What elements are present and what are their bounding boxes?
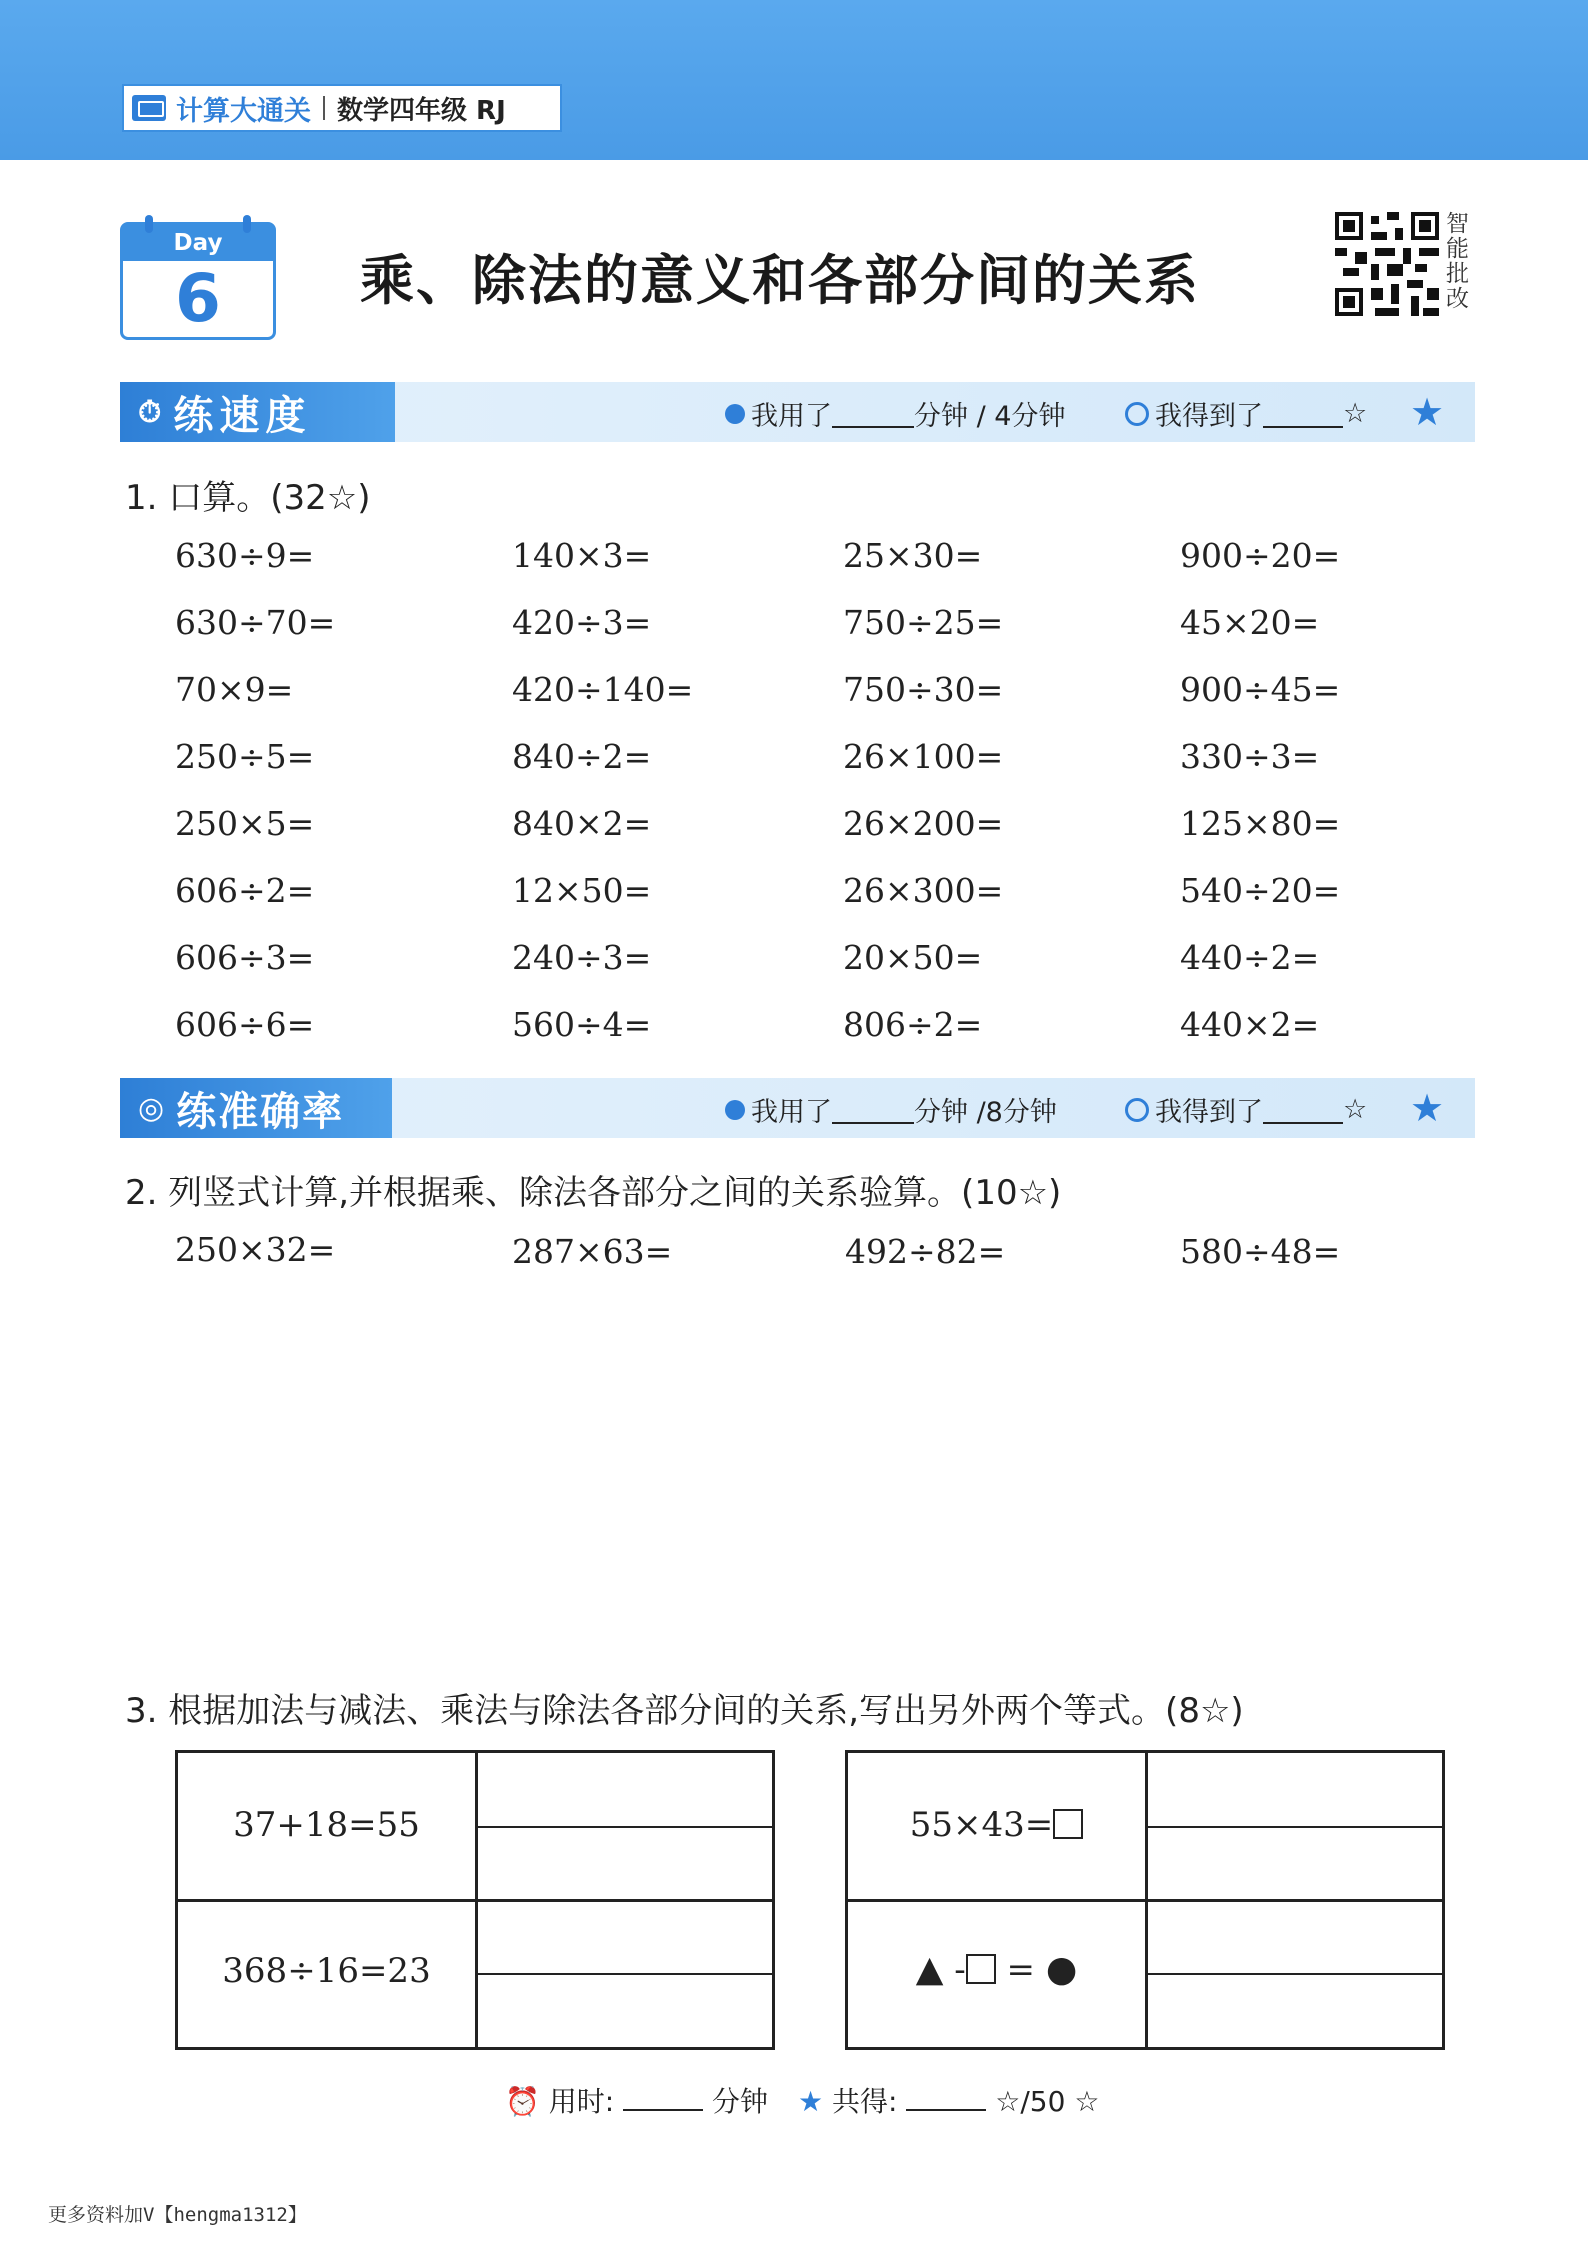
- check-icon: [1125, 402, 1149, 426]
- bottom-note: 更多资料加V【hengma1312】: [48, 2204, 307, 2226]
- oral-calc-item: 26×100=: [843, 737, 1004, 776]
- time-blank[interactable]: [623, 2083, 703, 2111]
- score-blank[interactable]: [1263, 1096, 1343, 1124]
- score-label: 我得到了: [1155, 401, 1263, 432]
- oral-calc-item: 606÷3=: [175, 938, 315, 977]
- vertical-calc-item: 492÷82=: [845, 1232, 1006, 1271]
- series-subtitle: 数学四年级 RJ: [337, 95, 506, 126]
- score-field: [1125, 394, 1367, 433]
- given-equation: [848, 1805, 1145, 1845]
- time-used-field: [725, 394, 1065, 433]
- banner-title: 练准确率: [176, 1088, 345, 1135]
- oral-calc-item: 250×5=: [175, 804, 315, 843]
- oral-calc-item: 840÷2=: [512, 737, 652, 776]
- oral-calc-item: 420÷140=: [512, 670, 694, 709]
- check-icon: [1125, 1098, 1149, 1122]
- oral-calc-item: 440×2=: [1180, 1005, 1320, 1044]
- oral-calc-item: 806÷2=: [843, 1005, 983, 1044]
- star-unit: ☆: [1343, 1094, 1368, 1125]
- oral-calc-item: 26×300=: [843, 871, 1004, 910]
- square-icon: [966, 1954, 996, 1984]
- time-used-label: 我用了: [751, 401, 832, 432]
- score-unit: ☆/50 ☆: [995, 2085, 1100, 2118]
- target-icon: ◎: [138, 1090, 165, 1126]
- score-field: [1125, 1090, 1367, 1129]
- oral-calc-item: 630÷9=: [175, 536, 315, 575]
- score-label: 我得到了: [1155, 1097, 1263, 1128]
- series-title: 计算大通关: [176, 95, 311, 127]
- given-equation: 368÷16=23: [222, 1951, 431, 1991]
- qr-label: 智能批改: [1446, 211, 1469, 312]
- star-unit: ☆: [1343, 398, 1368, 429]
- series-label: [122, 84, 562, 132]
- banner-title-block: [120, 382, 395, 442]
- oral-calc-item: 750÷25=: [843, 603, 1004, 642]
- oral-calc-item: 125×80=: [1180, 804, 1341, 843]
- vertical-calc-item: 250×32=: [175, 1230, 336, 1269]
- time-used-field: [725, 1090, 1057, 1129]
- question-1: 1. 口算。(32☆): [125, 478, 371, 518]
- calendar-ring-icon: [145, 215, 153, 233]
- vertical-calc-item: 580÷48=: [1180, 1232, 1341, 1271]
- star-icon: ★: [798, 2085, 824, 2118]
- oral-calc-item: 25×30=: [843, 536, 983, 575]
- clock-icon: ⏰: [505, 2085, 540, 2118]
- book-icon: [132, 95, 166, 121]
- oral-calc-item: 750÷30=: [843, 670, 1004, 709]
- triangle-icon: ▲: [915, 1949, 944, 1990]
- footer-time: [505, 2080, 768, 2120]
- oral-calc-item: 26×200=: [843, 804, 1004, 843]
- oral-calc-item: 540÷20=: [1180, 871, 1341, 910]
- given-equation: 37+18=55: [233, 1805, 420, 1845]
- banner-title-block: [120, 1078, 392, 1138]
- footer-score: [798, 2080, 1099, 2120]
- answer-blank[interactable]: [1148, 1975, 1442, 2047]
- section-banner-speed: [120, 382, 1475, 442]
- equation-table-right: [845, 1750, 1445, 2050]
- star-decoration-icon: ★: [1410, 390, 1445, 434]
- circle-icon: ●: [1045, 1949, 1078, 1990]
- banner-title: 练速度: [173, 392, 312, 439]
- time-used-label: 我用了: [751, 1097, 832, 1128]
- section-banner-accuracy: [120, 1078, 1475, 1138]
- answer-blank[interactable]: [478, 1753, 772, 1826]
- divider: [323, 96, 325, 120]
- time-used-blank[interactable]: [832, 1096, 914, 1124]
- oral-calc-item: 606÷6=: [175, 1005, 315, 1044]
- oral-calc-item: 420÷3=: [512, 603, 652, 642]
- equals-sign: =: [1006, 1950, 1036, 1990]
- answer-blank[interactable]: [1148, 1828, 1442, 1899]
- vertical-calc-item: 287×63=: [512, 1232, 673, 1271]
- day-number: 6: [175, 260, 221, 337]
- time-label: 用时:: [548, 2085, 615, 2118]
- time-used-suffix: 分钟 / 4分钟: [914, 401, 1066, 432]
- answer-blank[interactable]: [1148, 1902, 1442, 1973]
- equation-table-left: [175, 1750, 775, 2050]
- score-blank[interactable]: [906, 2083, 986, 2111]
- star-decoration-icon: ★: [1410, 1086, 1445, 1130]
- top-header-band: [0, 0, 1588, 160]
- qr-code-icon[interactable]: [1335, 212, 1439, 316]
- oral-calc-item: 630÷70=: [175, 603, 336, 642]
- oral-calc-item: 240÷3=: [512, 938, 652, 977]
- stopwatch-icon: ⏱: [138, 394, 162, 430]
- oral-calc-item: 560÷4=: [512, 1005, 652, 1044]
- score-label: 共得:: [832, 2085, 898, 2118]
- calendar-ring-icon: [243, 215, 251, 233]
- oral-calc-item: 140×3=: [512, 536, 652, 575]
- oral-calc-item: 900÷45=: [1180, 670, 1341, 709]
- answer-blank[interactable]: [1148, 1753, 1442, 1826]
- oral-calc-item: 330÷3=: [1180, 737, 1320, 776]
- answer-blank[interactable]: [478, 1975, 772, 2047]
- time-unit: 分钟: [712, 2085, 769, 2118]
- oral-calc-item: 900÷20=: [1180, 536, 1341, 575]
- time-used-suffix: 分钟 /8分钟: [914, 1097, 1057, 1128]
- oral-calc-item: 45×20=: [1180, 603, 1320, 642]
- question-3: 3. 根据加法与减法、乘法与除法各部分间的关系,写出另外两个等式。(8☆): [125, 1691, 1244, 1731]
- oral-calc-item: 250÷5=: [175, 737, 315, 776]
- oral-calc-item: 20×50=: [843, 938, 983, 977]
- oral-calc-item: 840×2=: [512, 804, 652, 843]
- day-label: Day: [123, 225, 273, 261]
- equation-text: 55×43=: [909, 1805, 1054, 1845]
- oral-calc-item: 440÷2=: [1180, 938, 1320, 977]
- answer-blank[interactable]: [478, 1902, 772, 1973]
- page-title: 乘、除法的意义和各部分间的关系: [360, 249, 1200, 312]
- oral-calc-item: 70×9=: [175, 670, 294, 709]
- score-blank[interactable]: [1263, 400, 1343, 428]
- answer-blank[interactable]: [478, 1828, 772, 1899]
- question-2: 2. 列竖式计算,并根据乘、除法各部分之间的关系验算。(10☆): [125, 1173, 1062, 1213]
- square-icon: [1053, 1809, 1083, 1839]
- timer-icon: [725, 1100, 745, 1120]
- given-equation: [848, 1949, 1145, 1990]
- time-used-blank[interactable]: [832, 400, 914, 428]
- oral-calc-item: 12×50=: [512, 871, 652, 910]
- day-calendar-badge: [120, 222, 276, 340]
- minus-sign: -: [954, 1950, 966, 1990]
- timer-icon: [725, 404, 745, 424]
- oral-calc-item: 606÷2=: [175, 871, 315, 910]
